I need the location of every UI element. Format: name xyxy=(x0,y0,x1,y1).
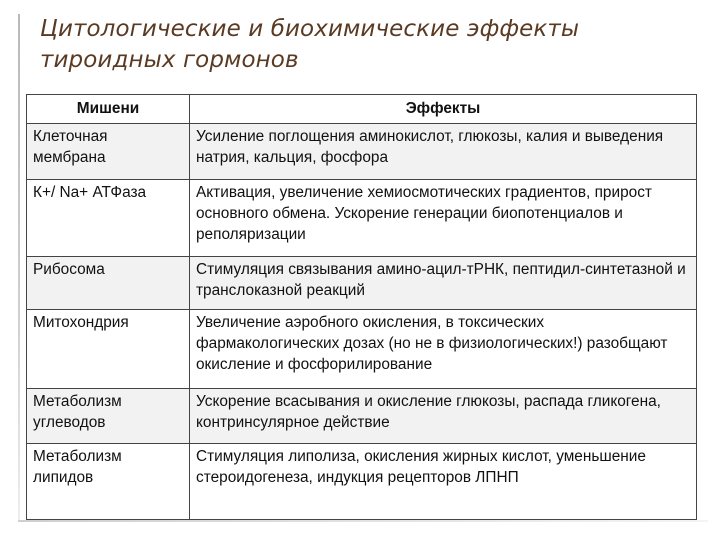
table-row xyxy=(27,389,697,444)
slide-title: Цитологические и биохимические эффекты тироидных гормонов xyxy=(40,16,580,73)
row-target: Клеточная мембрана xyxy=(27,124,190,180)
row-effect: Активация, увеличение хемиосмотических градиентов, прирост основного обмена. Ускорение генерации биопотенциалов и реполяризации xyxy=(190,180,697,257)
row-target: Рибосома xyxy=(27,257,190,310)
row-effect: Ускорение всасывания и окисление глюкозы, распада гликогена, контринсулярное действие xyxy=(190,389,697,444)
row-effect: Усиление поглощения аминокислот, глюкозы, калия и выведения натрия, кальция, фосфора xyxy=(190,124,697,180)
row-target: Метаболизм липидов xyxy=(27,444,190,520)
table-row xyxy=(27,257,697,310)
header-effects: Эффекты xyxy=(190,95,697,124)
slide-frame-left xyxy=(18,14,20,522)
row-target: Метаболизм углеводов xyxy=(27,389,190,444)
table-row xyxy=(27,310,697,389)
header-targets: Мишени xyxy=(27,95,190,124)
row-target: Митохондрия xyxy=(27,310,190,389)
row-effect: Стимуляция липолиза, окисления жирных кислот, уменьшение стероидогенеза, индукция рецепторов ЛПНП xyxy=(190,444,697,520)
row-effect: Увеличение аэробного окисления, в токсических фармакологических дозах (но не в физиологических!) разобщают окисление и фосфорилирование xyxy=(190,310,697,389)
slide-frame-bottom xyxy=(18,520,708,522)
effects-table xyxy=(26,94,697,520)
table-row xyxy=(27,444,697,520)
table-row xyxy=(27,180,697,257)
table-row xyxy=(27,124,697,180)
row-target: К+/ Nа+ АТФаза xyxy=(27,180,190,257)
row-effect: Стимуляция связывания амино-ацил-тРНК, пептидил-синтетазной и транслоказной реакций xyxy=(190,257,697,310)
table-header-row xyxy=(27,95,697,124)
